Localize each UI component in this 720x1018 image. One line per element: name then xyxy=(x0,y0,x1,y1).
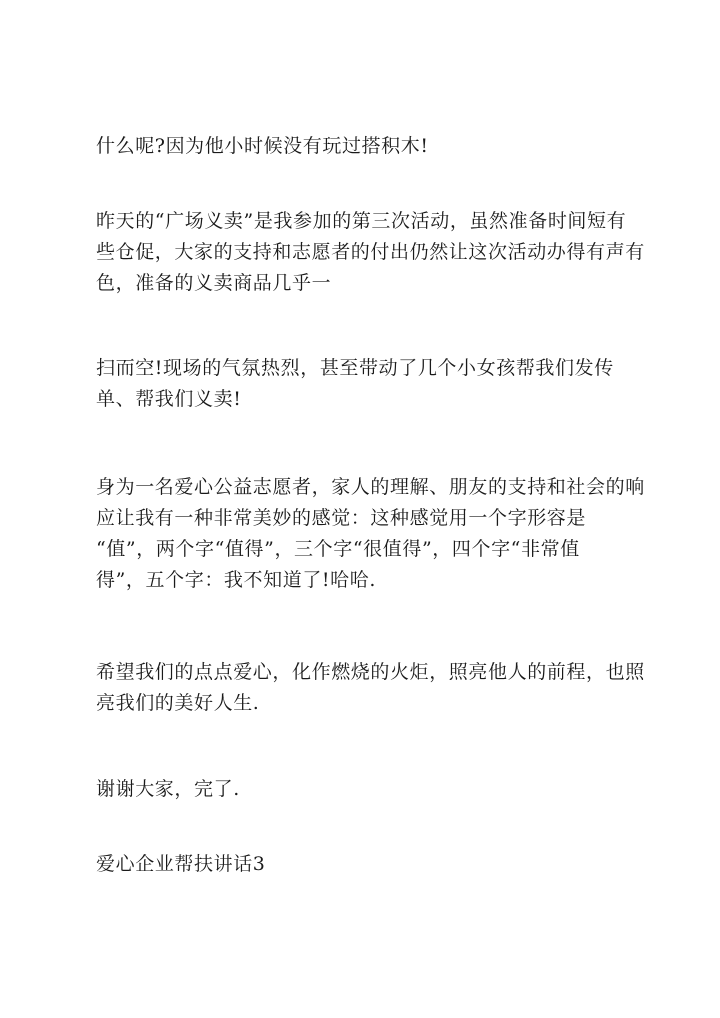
paragraph-line: “值”，两个字“值得”，三个字“很值得”，四个字“非常值 xyxy=(96,538,580,560)
section-heading xyxy=(96,849,646,880)
paragraph-5 xyxy=(96,657,646,719)
paragraph-line: 色，准备的义卖商品几乎一 xyxy=(96,272,332,294)
paragraph-line: 亮我们的美好人生. xyxy=(96,692,260,714)
paragraph-line: 扫而空!现场的气氛热烈，甚至带动了几个小女孩帮我们发传 xyxy=(96,357,614,379)
paragraph-line: 得”，五个字：我不知道了!哈哈. xyxy=(96,569,376,591)
heading-line: 爱心企业帮扶讲话3 xyxy=(96,853,266,875)
paragraph-6 xyxy=(96,774,646,805)
paragraph-1 xyxy=(96,131,646,162)
paragraph-line: 些仓促，大家的支持和志愿者的付出仍然让这次活动办得有声有 xyxy=(96,241,645,263)
paragraph-line: 什么呢?因为他小时候没有玩过搭积木! xyxy=(96,135,429,157)
paragraph-4 xyxy=(96,472,646,596)
paragraph-2 xyxy=(96,206,646,299)
paragraph-line: 谢谢大家，完了. xyxy=(96,778,240,800)
paragraph-line: 昨天的“广场义卖”是我参加的第三次活动，虽然准备时间短有 xyxy=(96,210,627,232)
paragraph-line: 希望我们的点点爱心，化作燃烧的火炬，照亮他人的前程，也照 xyxy=(96,661,645,683)
paragraph-line: 应让我有一种非常美妙的感觉：这种感觉用一个字形容是 xyxy=(96,507,587,529)
paragraph-line: 身为一名爱心公益志愿者，家人的理解、朋友的支持和社会的响 xyxy=(96,476,645,498)
paragraph-3 xyxy=(96,353,646,415)
paragraph-line: 单、帮我们义卖! xyxy=(96,388,242,410)
